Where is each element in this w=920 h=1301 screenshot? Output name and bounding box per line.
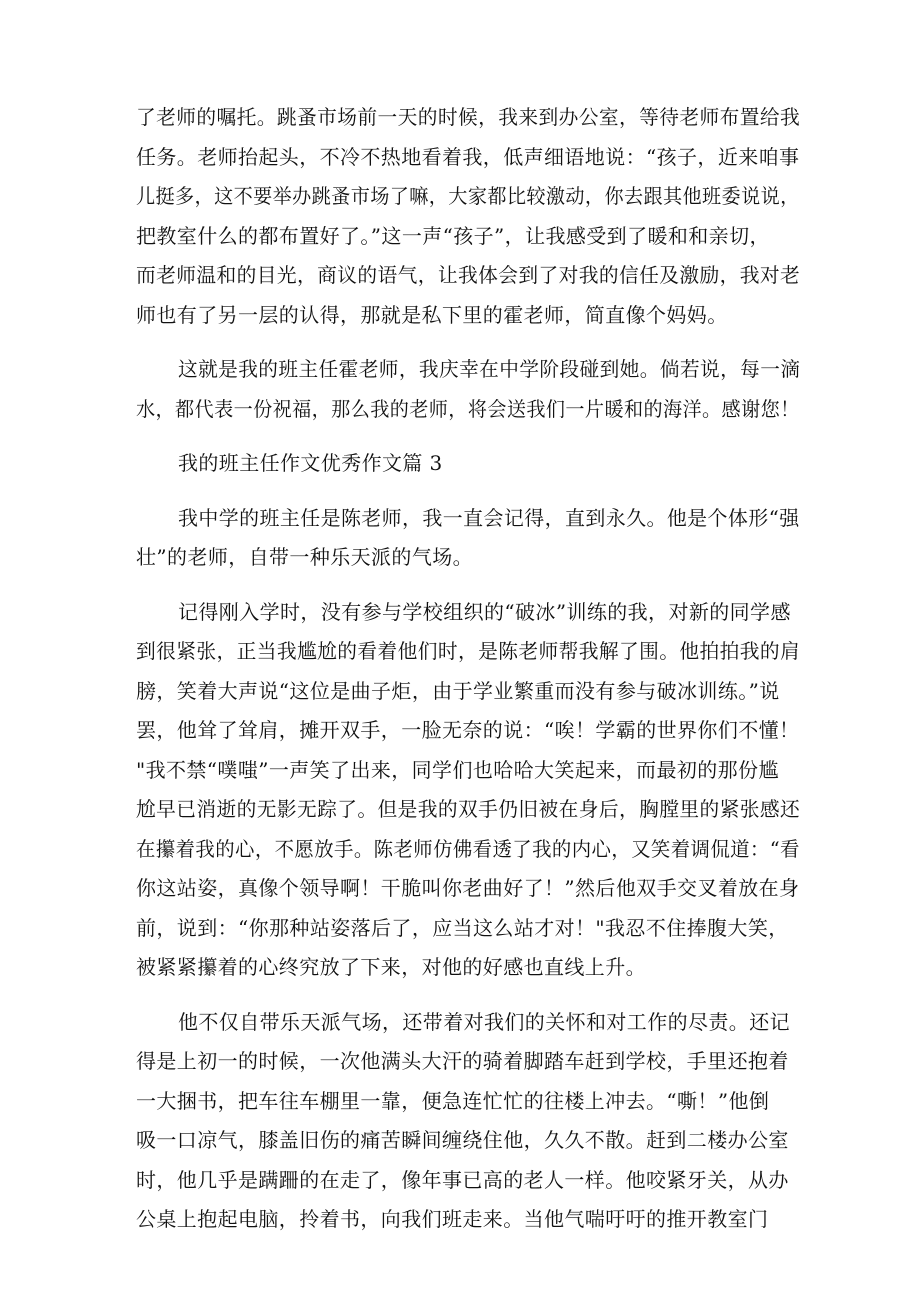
paragraph-line: 了老师的嘱托。跳蚤市场前一天的时候，我来到办公室，等待老师布置给我 [136,105,801,129]
paragraph-line: 记得刚入学时，没有参与学校组织的“破冰”训练的我，对新的同学感 [178,600,791,624]
paragraph-line: 师也有了另一层的认得，那就是私下里的霍老师，简直像个妈妈。 [136,303,728,327]
paragraph-line: 罢，他耸了耸肩，摊开双手，一脸无奈的说：“唉！学霸的世界你们不懂！ [136,718,800,742]
paragraph-line: 时，他几乎是蹒跚的在走了，像年事已高的老人一样。他咬紧牙关，从办 [136,1168,789,1192]
paragraph-line: 到很紧张，正当我尴尬的看着他们时，是陈老师帮我解了围。他拍拍我的肩 [136,639,801,663]
paragraph-line: 他不仅自带乐天派气场，还带着对我们的关怀和对工作的尽责。还记 [178,1010,790,1034]
paragraph-line: 一大捆书，把车往车棚里一靠，便急连忙忙的往楼上冲去。“嘶！”他倒 [136,1089,770,1113]
paragraph-line: "我不禁“噗嗤”一声笑了出来，同学们也哈哈大笑起来，而最初的那份尴 [136,758,779,782]
paragraph-line: 把教室什么的都布置好了。”这一声“孩子”，让我感受到了暖和和亲切， [136,224,770,248]
paragraph-line: 你这站姿，真像个领导啊！干脆叫你老曲好了！”然后他双手交叉着放在身 [136,876,800,900]
paragraph-line: 任务。老师抬起头，不冷不热地看着我，低声细语地说：“孩子，近来咱事 [136,145,800,169]
heading-text: 我的班主任作文优秀作文篇 3 [178,451,443,475]
paragraph-line: 尬早已消逝的无影无踪了。但是我的双手仍旧被在身后，胸膛里的紧张感还 [136,797,801,821]
paragraph-line: 这就是我的班主任霍老师，我庆幸在中学阶段碰到她。倘若说，每一滴 [178,357,801,381]
paragraph-line: 水，都代表一份祝福，那么我的老师，将会送我们一片暖和的海洋。感谢您！ [136,397,800,421]
paragraph-line: 在攥着我的心，不愿放手。陈老师仿佛看透了我的内心，又笑着调侃道：“看 [136,837,800,861]
paragraph-line: 前，说到：“你那种站姿落后了，应当这么站才对！"我忍不住捧腹大笑， [136,916,789,940]
paragraph-line: 而老师温和的目光，商议的语气，让我体会到了对我的信任及激励，我对老 [136,263,801,287]
paragraph-line: 壮”的老师，自带一种乐天派的气场。 [136,545,474,569]
paragraph-line: 我中学的班主任是陈老师，我一直会记得，直到永久。他是个体形“强 [178,506,800,530]
paragraph-line: 被紧紧攥着的心终究放了下来，对他的好感也直线上升。 [136,955,646,979]
paragraph-line: 吸一口凉气，膝盖旧伤的痛苦瞬间缠绕住他，久久不散。赶到二楼办公室 [136,1128,789,1152]
paragraph-line: 得是上初一的时候，一次他满头大汗的骑着脚踏车赶到学校，手里还抱着 [136,1049,789,1073]
paragraph-line: 公桌上抱起电脑，拎着书，向我们班走来。当他气喘吁吁的推开教室门 [136,1207,769,1231]
paragraph-line: 膀，笑着大声说“这位是曲子炬，由于学业繁重而没有参与破冰训练。”说 [136,679,780,703]
paragraph-line: 儿挺多，这不要举办跳蚤市场了嘛，大家都比较激动，你去跟其他班委说说， [136,184,800,208]
